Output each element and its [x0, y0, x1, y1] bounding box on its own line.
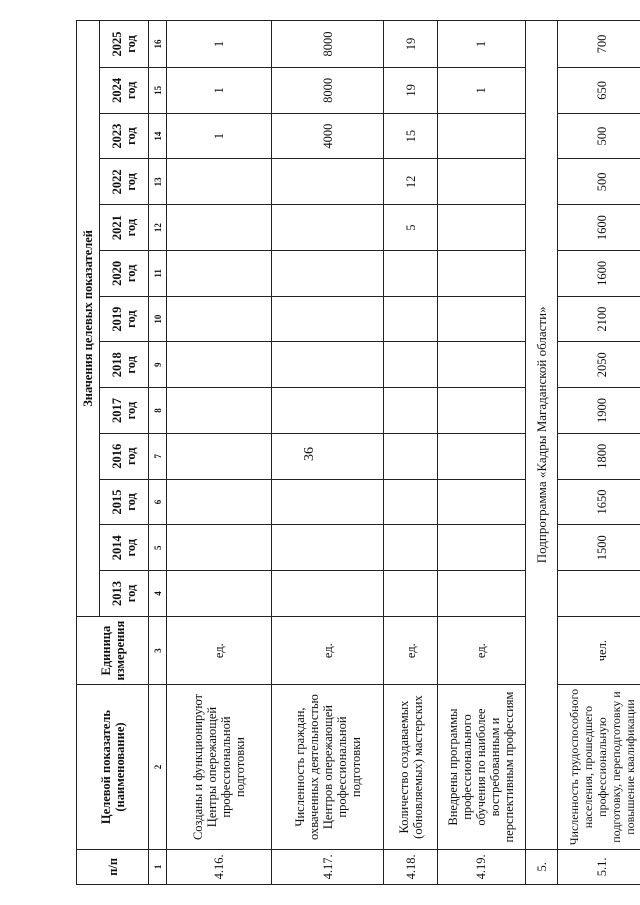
header-year: 2017 год	[100, 388, 149, 434]
header-year: 2020 год	[100, 250, 149, 296]
row-value	[384, 479, 438, 525]
column-number: 9	[149, 342, 167, 388]
row-value: 2100	[558, 296, 640, 342]
row-value	[166, 205, 271, 251]
row-value	[166, 250, 271, 296]
row-value: 1500	[558, 525, 640, 571]
row-value	[437, 571, 525, 617]
row-value: 1	[166, 21, 271, 68]
column-number: 16	[149, 21, 167, 68]
row-value: 1600	[558, 205, 640, 251]
row-value	[437, 159, 525, 205]
header-year: 2024 год	[100, 68, 149, 114]
row-unit: ед.	[166, 616, 271, 685]
row-value	[437, 342, 525, 388]
row-value	[437, 479, 525, 525]
row-value	[166, 525, 271, 571]
column-number: 2	[149, 685, 167, 849]
subprogram-title: Подпрограмма «Кадры Магаданской области»	[525, 21, 558, 850]
row-value	[437, 250, 525, 296]
row-unit: ед.	[272, 616, 384, 685]
indicators-table	[76, 20, 640, 885]
table-row	[272, 21, 384, 885]
row-unit: ед.	[384, 616, 438, 685]
row-value: 1900	[558, 388, 640, 434]
row-value	[166, 296, 271, 342]
header-year: 2015 год	[100, 479, 149, 525]
header-year: 2022 год	[100, 159, 149, 205]
page-number: 36	[302, 447, 317, 461]
header-unit: Единица измерения	[77, 616, 149, 685]
row-value	[166, 159, 271, 205]
column-number: 5	[149, 525, 167, 571]
row-value	[437, 433, 525, 479]
row-value	[384, 388, 438, 434]
column-number: 11	[149, 250, 167, 296]
column-number: 4	[149, 571, 167, 617]
row-value	[272, 250, 384, 296]
row-value	[384, 250, 438, 296]
row-value: 650	[558, 68, 640, 114]
subprogram-num: 5.	[525, 849, 558, 884]
row-value	[558, 571, 640, 617]
row-name: Количество создаваемых (обновляемых) мастерских	[384, 685, 438, 849]
column-number: 1	[149, 849, 167, 884]
row-num: 4.16.	[166, 849, 271, 884]
table-row	[384, 21, 438, 885]
row-value	[166, 433, 271, 479]
row-value	[272, 342, 384, 388]
row-num: 4.17.	[272, 849, 384, 884]
row-value	[272, 205, 384, 251]
header-year: 2013 год	[100, 571, 149, 617]
header-year: 2025 год	[100, 21, 149, 68]
row-value	[384, 433, 438, 479]
column-number: 7	[149, 433, 167, 479]
row-value: 1	[437, 68, 525, 114]
row-name: Численность граждан, охваченных деятельностью Центров опережающей профессиональной подготовки	[272, 685, 384, 849]
table-row	[437, 21, 525, 885]
column-numbers-row	[149, 21, 167, 885]
row-value	[437, 525, 525, 571]
row-value: 500	[558, 113, 640, 159]
row-value: 15	[384, 113, 438, 159]
row-value: 19	[384, 21, 438, 68]
column-number: 6	[149, 479, 167, 525]
row-value: 19	[384, 68, 438, 114]
header-year: 2018 год	[100, 342, 149, 388]
column-number: 12	[149, 205, 167, 251]
row-value	[272, 479, 384, 525]
row-num: 4.19.	[437, 849, 525, 884]
header-year: 2021 год	[100, 205, 149, 251]
row-value: 500	[558, 159, 640, 205]
header-year: 2014 год	[100, 525, 149, 571]
row-value: 8000	[272, 21, 384, 68]
header-indicator: Целевой показатель (наименование)	[77, 685, 149, 849]
table-body	[166, 21, 525, 885]
row-value	[437, 296, 525, 342]
row-value	[166, 571, 271, 617]
row-num: 4.18.	[384, 849, 438, 884]
header-year: 2016 год	[100, 433, 149, 479]
row-value: 1800	[558, 433, 640, 479]
row-value: 12	[384, 159, 438, 205]
header-year: 2019 год	[100, 296, 149, 342]
rotated-table-container	[76, 20, 640, 885]
table-row-5-1	[558, 21, 640, 885]
header-values-group: Значения целевых показателей	[77, 21, 100, 617]
row-value: 1600	[558, 250, 640, 296]
row-value	[384, 571, 438, 617]
row-unit: ед.	[437, 616, 525, 685]
header-year: 2023 год	[100, 113, 149, 159]
row-value	[272, 571, 384, 617]
row-name: Внедрены программы профессионального обучения по наиболее востребованным и перспективным профессиям	[437, 685, 525, 849]
column-number: 13	[149, 159, 167, 205]
row-value: 1	[166, 113, 271, 159]
row-value: 5	[384, 205, 438, 251]
row-value	[437, 388, 525, 434]
row-value	[272, 159, 384, 205]
row-value: 4000	[272, 113, 384, 159]
row-value: 2050	[558, 342, 640, 388]
row-value	[166, 342, 271, 388]
column-number: 3	[149, 616, 167, 685]
row-value: 1	[437, 21, 525, 68]
table-row	[166, 21, 271, 885]
row-value: 1	[166, 68, 271, 114]
column-number: 15	[149, 68, 167, 114]
row-value	[384, 525, 438, 571]
row-value	[272, 388, 384, 434]
row-value	[384, 296, 438, 342]
row-num: 5.1.	[558, 849, 640, 884]
column-number: 14	[149, 113, 167, 159]
row-value	[272, 433, 384, 479]
row-name: Созданы и функционируют Центры опережающей профессиональной подготовки	[166, 685, 271, 849]
row-name: Численность трудоспособного населения, прошедшего профессиональную подготовку, переподготовку и повышение квалификации	[558, 685, 640, 849]
row-unit: чел.	[558, 616, 640, 685]
row-value: 1650	[558, 479, 640, 525]
column-number: 10	[149, 296, 167, 342]
row-value	[437, 205, 525, 251]
row-value: 700	[558, 21, 640, 68]
row-value	[272, 525, 384, 571]
row-value	[384, 342, 438, 388]
row-value	[272, 296, 384, 342]
row-value	[166, 388, 271, 434]
row-value	[437, 113, 525, 159]
header-num: п/п	[77, 849, 149, 884]
row-value: 8000	[272, 68, 384, 114]
row-value	[166, 479, 271, 525]
column-number: 8	[149, 388, 167, 434]
